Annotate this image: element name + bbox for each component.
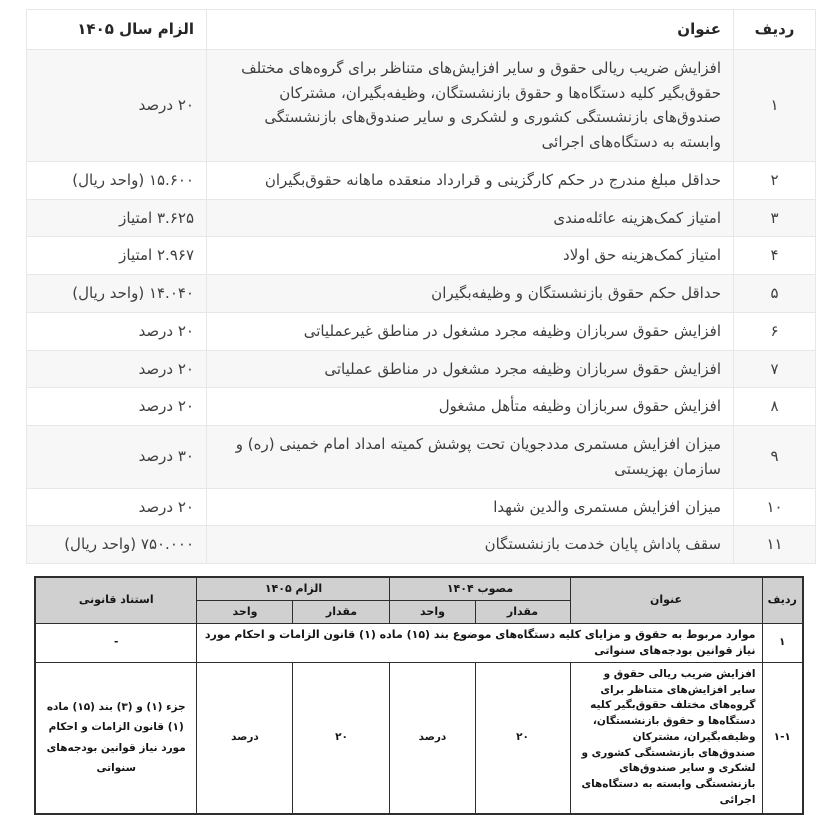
- row-number-cell: ۵: [734, 275, 816, 313]
- required-unit-cell: درصد: [197, 662, 293, 813]
- required-amount-cell: ۲۰: [293, 662, 390, 813]
- value-cell: ۱۴.۰۴۰ (واحد ریال): [27, 275, 207, 313]
- table-row: [27, 426, 816, 489]
- table2-header-legal-basis: استناد قانونی: [35, 577, 197, 623]
- section-legal-cell: -: [35, 623, 197, 662]
- value-cell: ۳.۶۲۵ امتیاز: [27, 199, 207, 237]
- title-cell: امتیاز کمک‌هزینه عائله‌مندی: [207, 199, 734, 237]
- title-cell: افزایش حقوق سربازان وظیفه مجرد مشغول در مناطق غیرعملیاتی: [207, 312, 734, 350]
- row-number-cell: ۱-۱: [762, 662, 803, 813]
- value-cell: ۲۰ درصد: [27, 388, 207, 426]
- value-cell: ۲۰ درصد: [27, 350, 207, 388]
- value-cell: ۲۰ درصد: [27, 312, 207, 350]
- table-row: [27, 275, 816, 313]
- table-row: [27, 49, 816, 161]
- title-cell: امتیاز کمک‌هزینه حق اولاد: [207, 237, 734, 275]
- approved-unit-cell: درصد: [390, 662, 475, 813]
- table2-header-approved-unit: واحد: [390, 600, 475, 623]
- table-row: [27, 350, 816, 388]
- value-cell: ۲۰ درصد: [27, 49, 207, 161]
- table2-header-required-unit: واحد: [197, 600, 293, 623]
- row-number-cell: ۱: [734, 49, 816, 161]
- table2-header-approved-amount: مقدار: [475, 600, 570, 623]
- requirements-1405-table-container: [26, 9, 816, 564]
- table-row: [27, 237, 816, 275]
- requirements-1405-table: [26, 9, 816, 564]
- value-cell: ۱۵.۶۰۰ (واحد ریال): [27, 161, 207, 199]
- title-cell: حداقل مبلغ مندرج در حکم کارگزینی و قرارداد منعقده ماهانه حقوق‌بگیران: [207, 161, 734, 199]
- title-cell: میزان افزایش مستمری والدین شهدا: [207, 488, 734, 526]
- title-cell: افزایش ضریب ریالی حقوق و سایر افزایش‌های متناظر برای گروه‌های مختلف حقوق‌بگیر کلیه دستگاه‌ها و حقوق بازنشستگان، وظیفه‌بگیران، مشترکان صندوق‌های بازنشستگی کشوری و لشکری و سایر صندوق‌های بازنشستگی وابسته به دستگاه‌های اجرائی: [207, 49, 734, 161]
- table-row: [27, 526, 816, 564]
- section-number-cell: ۱: [762, 623, 803, 662]
- title-cell: حداقل حکم حقوق بازنشستگان و وظیفه‌بگیران: [207, 275, 734, 313]
- comparison-table: [34, 576, 804, 815]
- table2-header-approved-1404: مصوب ۱۴۰۴: [390, 577, 570, 600]
- section-row: [35, 623, 803, 662]
- title-cell: افزایش حقوق سربازان وظیفه متأهل مشغول: [207, 388, 734, 426]
- row-number-cell: ۶: [734, 312, 816, 350]
- row-number-cell: ۹: [734, 426, 816, 489]
- table1-header-title: عنوان: [207, 10, 734, 50]
- row-number-cell: ۷: [734, 350, 816, 388]
- row-number-cell: ۱۱: [734, 526, 816, 564]
- value-cell: ۲.۹۶۷ امتیاز: [27, 237, 207, 275]
- legal-basis-cell: جزء (۱) و (۳) بند (۱۵) ماده (۱) قانون الزامات و احکام مورد نیاز قوانین بودجه‌های سنواتی: [35, 662, 197, 813]
- comparison-table-container: [35, 576, 804, 815]
- row-number-cell: ۲: [734, 161, 816, 199]
- table1-header-requirement: الزام سال ۱۴۰۵: [27, 10, 207, 50]
- table2-header-required-1405: الزام ۱۴۰۵: [197, 577, 390, 600]
- table2-header-title: عنوان: [570, 577, 762, 623]
- title-cell: افزایش ضریب ریالی حقوق و سایر افزایش‌های متناظر برای گروه‌های مختلف حقوق‌بگیر کلیه دستگاه‌ها و حقوق بازنشستگان، وظیفه‌بگیران، مشترکان صندوق‌های بازنشستگی کشوری و لشکری و سایر صندوق‌های بازنشستگی وابسته به دستگاه‌های اجرائی: [570, 662, 762, 813]
- title-cell: سقف پاداش پایان خدمت بازنشستگان: [207, 526, 734, 564]
- table-row: [27, 161, 816, 199]
- table1-header-row-number: ردیف: [734, 10, 816, 50]
- table1-header-row: [27, 10, 816, 50]
- table-row: [35, 662, 803, 813]
- title-cell: افزایش حقوق سربازان وظیفه مجرد مشغول در مناطق عملیاتی: [207, 350, 734, 388]
- value-cell: ۲۰ درصد: [27, 488, 207, 526]
- title-cell: میزان افزایش مستمری مددجویان تحت پوشش کمیته امداد امام خمینی (ره) و سازمان بهزیستی: [207, 426, 734, 489]
- row-number-cell: ۸: [734, 388, 816, 426]
- table-row: [27, 488, 816, 526]
- row-number-cell: ۳: [734, 199, 816, 237]
- table2-header-row-1: [35, 577, 803, 600]
- table-row: [27, 388, 816, 426]
- value-cell: ۳۰ درصد: [27, 426, 207, 489]
- table-row: [27, 199, 816, 237]
- row-number-cell: ۱۰: [734, 488, 816, 526]
- row-number-cell: ۴: [734, 237, 816, 275]
- table-row: [27, 312, 816, 350]
- table2-header-row-number: ردیف: [762, 577, 803, 623]
- approved-amount-cell: ۲۰: [475, 662, 570, 813]
- section-title-cell: موارد مربوط به حقوق و مزایای کلیه دستگاه‌های موضوع بند (۱۵) ماده (۱) قانون الزامات و احکام مورد نیاز قوانین بودجه‌های سنواتی: [197, 623, 762, 662]
- table2-header-required-amount: مقدار: [293, 600, 390, 623]
- value-cell: ۷۵۰.۰۰۰ (واحد ریال): [27, 526, 207, 564]
